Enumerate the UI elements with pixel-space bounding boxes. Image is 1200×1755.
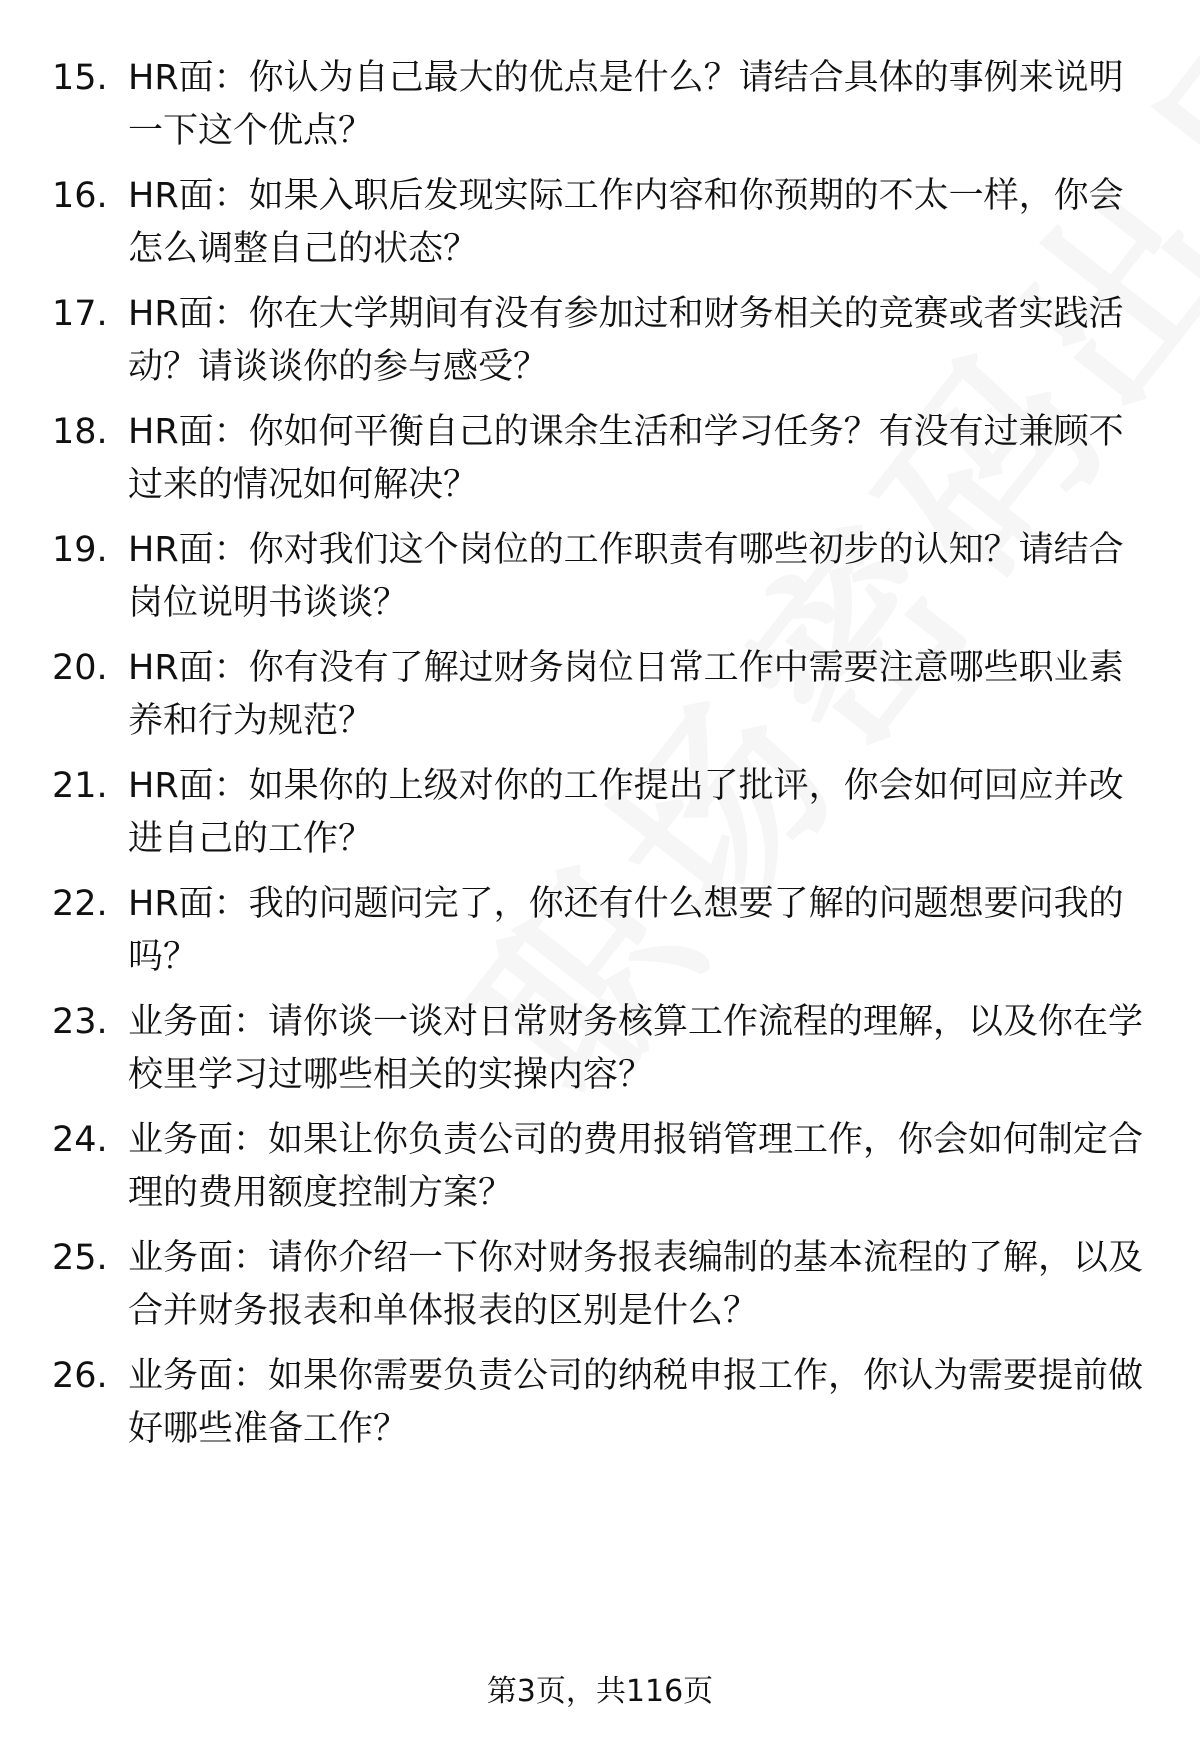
question-number: 24. (52, 1120, 108, 1160)
question-item (52, 288, 1152, 394)
question-text: 业务面：请你介绍一下你对财务报表编制的基本流程的了解，以及合并财务报表和单体报表的区别是什么？ (128, 1238, 1144, 1331)
question-item (52, 1232, 1152, 1338)
question-text: HR面：你在大学期间有没有参加过和财务相关的竞赛或者实践活动？请谈谈你的参与感受？ (128, 294, 1124, 387)
question-item (52, 996, 1152, 1102)
question-number: 26. (52, 1356, 108, 1396)
question-number: 17. (52, 294, 108, 334)
question-item (52, 170, 1152, 276)
question-text: HR面：你如何平衡自己的课余生活和学习任务？有没有过兼顾不过来的情况如何解决？ (128, 412, 1124, 505)
question-number: 18. (52, 412, 108, 452)
question-item (52, 524, 1152, 630)
question-item (52, 1350, 1152, 1456)
question-text: 业务面：请你谈一谈对日常财务核算工作流程的理解，以及你在学校里学习过哪些相关的实操内容？ (128, 1002, 1144, 1095)
question-number: 23. (52, 1002, 108, 1042)
question-text: HR面：你有没有了解过财务岗位日常工作中需要注意哪些职业素养和行为规范？ (128, 648, 1124, 741)
question-text: HR面：你对我们这个岗位的工作职责有哪些初步的认知？请结合岗位说明书谈谈？ (128, 530, 1124, 623)
question-text: HR面：如果入职后发现实际工作内容和你预期的不太一样，你会怎么调整自己的状态？ (128, 176, 1124, 269)
question-item (52, 642, 1152, 748)
question-item (52, 52, 1152, 158)
question-number: 21. (52, 766, 108, 806)
question-item (52, 878, 1152, 984)
question-number: 16. (52, 176, 108, 216)
question-number: 22. (52, 884, 108, 924)
question-number: 15. (52, 58, 108, 98)
question-item (52, 406, 1152, 512)
question-number: 25. (52, 1238, 108, 1278)
page-footer: 第3页，共116页 (486, 1674, 714, 1709)
question-text: 业务面：如果你需要负责公司的纳税申报工作，你认为需要提前做好哪些准备工作？ (128, 1356, 1144, 1449)
question-text: HR面：你认为自己最大的优点是什么？请结合具体的事例来说明一下这个优点？ (128, 58, 1124, 151)
question-item (52, 1114, 1152, 1220)
question-text: HR面：我的问题问完了，你还有什么想要了解的问题想要问我的吗？ (128, 884, 1124, 977)
question-text: 业务面：如果让你负责公司的费用报销管理工作，你会如何制定合理的费用额度控制方案？ (128, 1120, 1144, 1213)
question-number: 20. (52, 648, 108, 688)
question-text: HR面：如果你的上级对你的工作提出了批评，你会如何回应并改进自己的工作？ (128, 766, 1124, 859)
question-number: 19. (52, 530, 108, 570)
question-item (52, 760, 1152, 866)
